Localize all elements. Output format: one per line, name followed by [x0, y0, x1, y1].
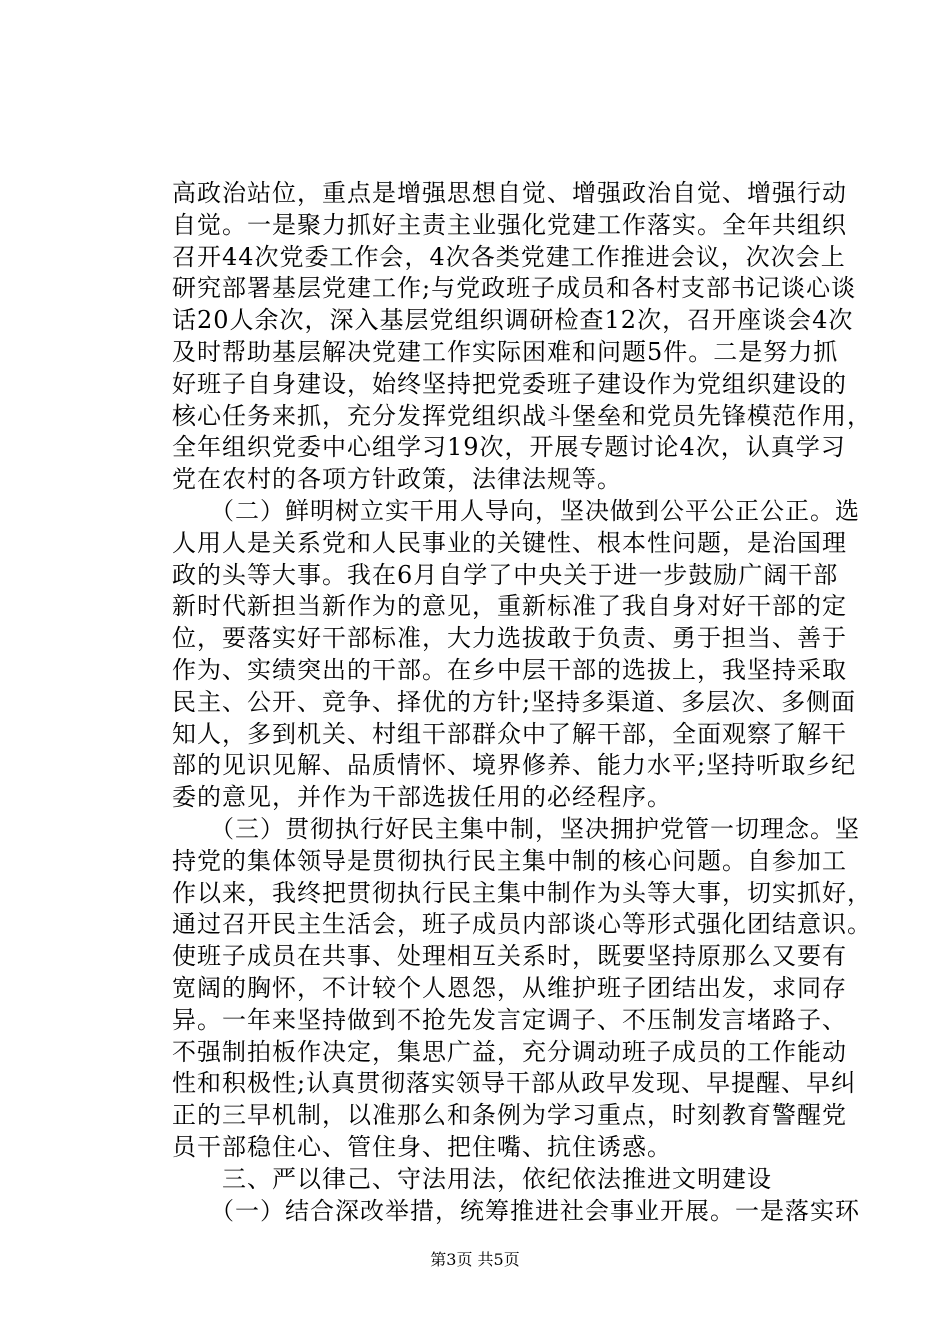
text-line: 异。一年来坚持做到不抢先发言定调子、不压制发言堵路子、 [172, 1005, 847, 1034]
text-line: 自觉。一是聚力抓好主责主业强化党建工作落实。全年共组织 [172, 210, 847, 239]
text-line: 正的三早机制，以准那么和条例为学习重点，时刻教育警醒党 [172, 1101, 847, 1130]
body-text [172, 178, 872, 1227]
text-line: 话20人余次，深入基层党组织调研检查12次，召开座谈会4次 [172, 306, 854, 335]
text-line: 知人，多到机关、村组干部群众中了解干部，全面观察了解干 [172, 719, 847, 748]
text-line: 人用人是关系党和人民事业的关键性、根本性问题，是治国理 [172, 528, 847, 557]
text-line: 委的意见，并作为干部选拔任用的必经程序。 [172, 783, 672, 812]
text-line: 全年组织党委中心组学习19次，开展专题讨论4次，认真学习 [172, 433, 846, 462]
text-line: 研究部署基层党建工作;与党政班子成员和各村支部书记谈心谈 [172, 274, 857, 303]
text-line: 党在农村的各项方针政策，法律法规等。 [172, 465, 622, 494]
text-line: 性和积极性;认真贯彻落实领导干部从政早发现、早提醒、早纠 [172, 1069, 857, 1098]
text-line: 作以来，我终把贯彻执行民主集中制作为头等大事，切实抓好， [172, 878, 872, 907]
text-line: （三）贯彻执行好民主集中制，坚决拥护党管一切理念。坚 [172, 814, 860, 843]
text-line: 民主、公开、竞争、择优的方针;坚持多渠道、多层次、多侧面 [172, 687, 857, 716]
text-line: 新时代新担当新作为的意见，重新标准了我自身对好干部的定 [172, 592, 847, 621]
text-line: 核心任务来抓，充分发挥党组织战斗堡垒和党员先锋模范作用， [172, 401, 872, 430]
text-line: 持党的集体领导是贯彻执行民主集中制的核心问题。自参加工 [172, 846, 847, 875]
page-footer: 第3页 共5页 [430, 1250, 520, 1269]
text-line: （一）结合深改举措，统筹推进社会事业开展。一是落实环 [172, 1196, 860, 1225]
text-line: 员干部稳住心、管住身、把住嘴、抗住诱惑。 [172, 1132, 672, 1161]
text-line: 及时帮助基层解决党建工作实际困难和问题5件。二是努力抓 [172, 337, 839, 366]
text-line: 不强制拍板作决定，集思广益，充分调动班子成员的工作能动 [172, 1037, 847, 1066]
text-line: 使班子成员在共事、处理相互关系时，既要坚持原那么又要有 [172, 942, 847, 971]
text-line: 通过召开民主生活会，班子成员内部谈心等形式强化团结意识。 [172, 910, 872, 939]
text-line: 好班子自身建设，始终坚持把党委班子建设作为党组织建设的 [172, 369, 847, 398]
text-line: 召开44次党委工作会，4次各类党建工作推进会议，次次会上 [172, 242, 846, 271]
section-heading: 三、严以律己、守法用法，依纪依法推进文明建设 [172, 1164, 772, 1193]
text-line: （二）鲜明树立实干用人导向，坚决做到公平公正公正。选 [172, 496, 860, 525]
text-line: 政的头等大事。我在6月自学了中央关于进一步鼓励广阔干部 [172, 560, 839, 589]
text-line: 部的见识见解、品质情怀、境界修养、能力水平;坚持听取乡纪 [172, 751, 857, 780]
text-line: 宽阔的胸怀，不计较个人恩怨，从维护班子团结出发，求同存 [172, 973, 847, 1002]
text-line: 作为、实绩突出的干部。在乡中层干部的选拔上，我坚持采取 [172, 655, 847, 684]
text-line: 位，要落实好干部标准，大力选拔敢于负责、勇于担当、善于 [172, 624, 847, 653]
text-line: 高政治站位，重点是增强思想自觉、增强政治自觉、增强行动 [172, 179, 847, 207]
